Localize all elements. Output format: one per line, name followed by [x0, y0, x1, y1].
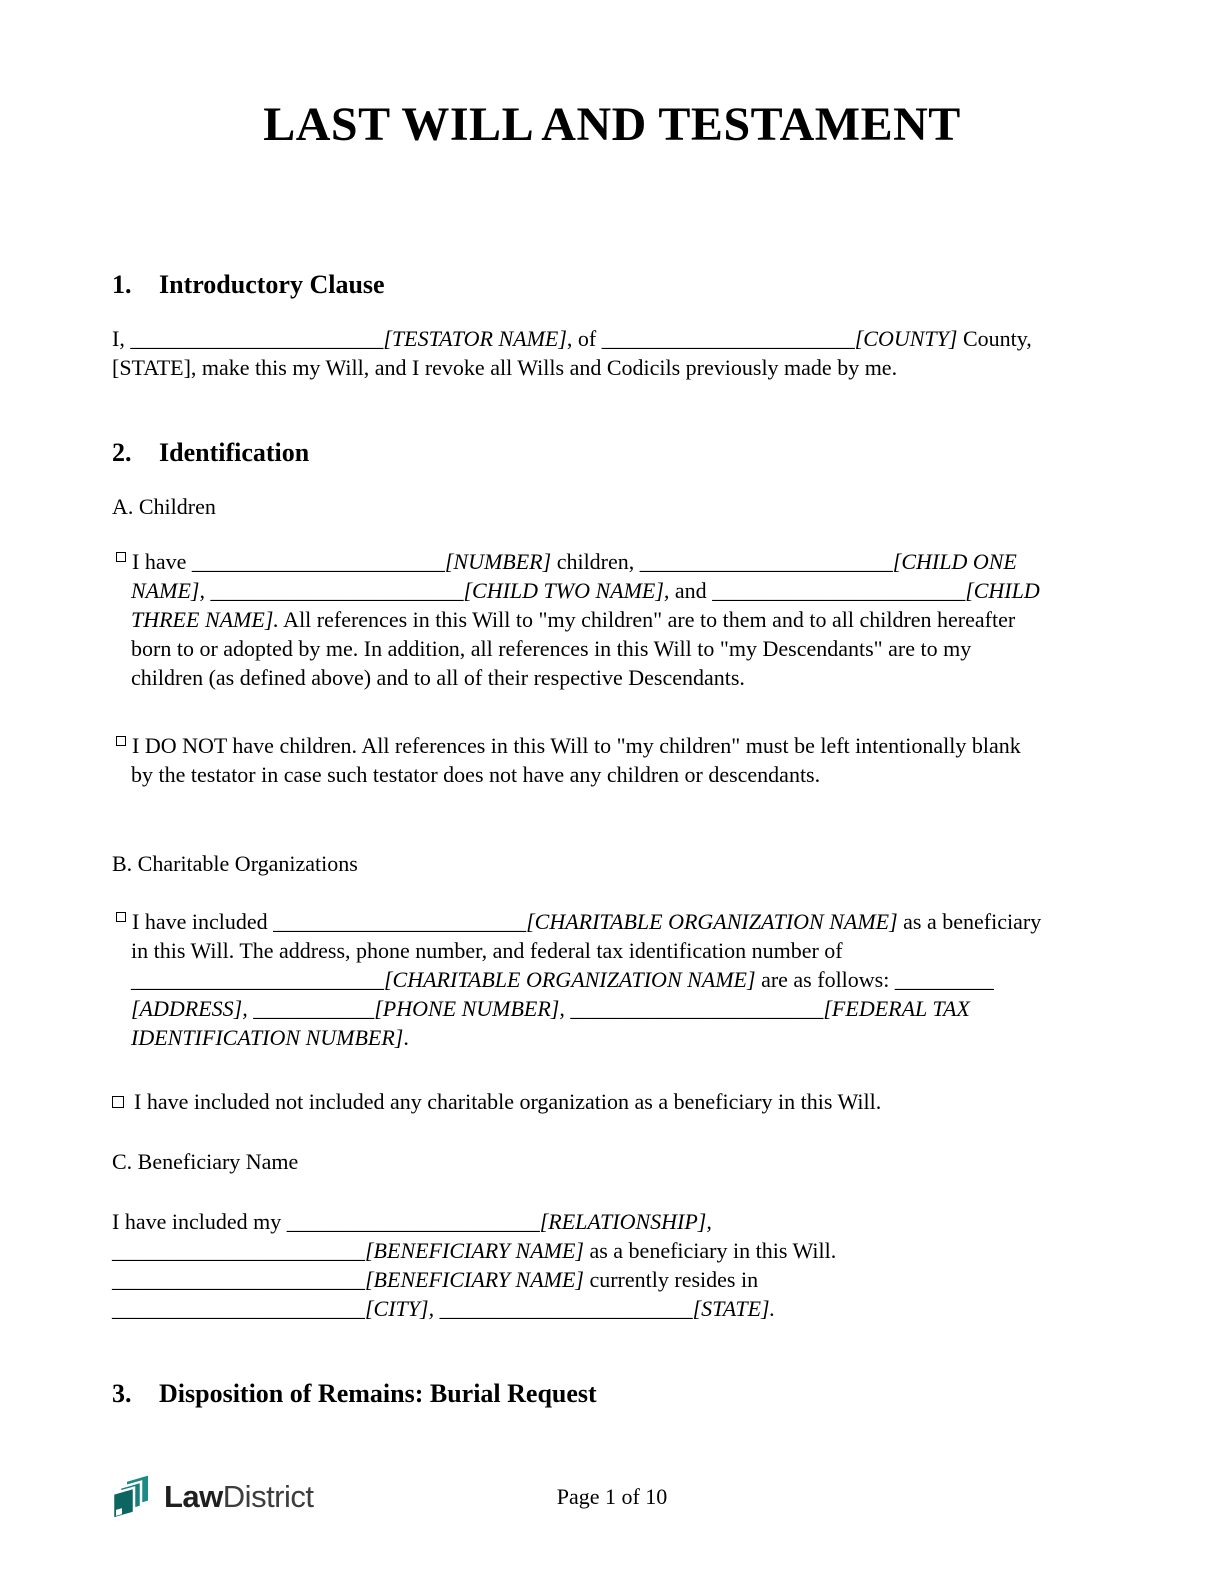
subsection-beneficiary-name: C. Beneficiary Name: [112, 1149, 299, 1174]
section-title: Disposition of Remains: Burial Request: [159, 1379, 597, 1408]
section-title: Identification: [159, 438, 310, 467]
subsection-charitable-organizations: B. Charitable Organizations: [112, 851, 358, 876]
brand-district: District: [222, 1478, 314, 1514]
placeholder-text: [COUNTY]: [854, 326, 958, 351]
text-line: [131, 965, 1112, 994]
placeholder-text: [CHARITABLE ORGANIZATION NAME]: [526, 909, 898, 934]
text-run: children,: [551, 549, 640, 574]
text-line: [131, 663, 1112, 692]
text-line: [112, 353, 1112, 382]
blank-field: _______________________: [191, 549, 445, 574]
blank-field: _______________________: [639, 549, 893, 574]
text-line: [131, 994, 1112, 1023]
placeholder-text: [BENEFICIARY NAME]: [365, 1267, 584, 1292]
text-run: born to or adopted by me. In addition, all references in this Will to "my Descendants" are to my: [131, 636, 972, 661]
placeholder-text: NAME],: [131, 578, 205, 603]
text-run: as a beneficiary: [897, 909, 1042, 934]
text-line: [112, 1207, 1112, 1236]
text-run: [STATE], make this my Will, and I revoke all Wills and Codicils previously made by me.: [112, 355, 898, 380]
text-line: [112, 1087, 1112, 1116]
text-run: currently resides in: [583, 1267, 759, 1292]
text-run: , of: [566, 326, 602, 351]
paragraph-introductory-clause: [112, 324, 1112, 382]
text-run: I have included: [132, 909, 274, 934]
placeholder-text: [ADDRESS],: [131, 996, 248, 1021]
section-title: Introductory Clause: [159, 270, 385, 299]
text-run: in this Will. The address, phone number, and federal tax identification number of: [131, 938, 843, 963]
blank-field: ___________: [253, 996, 375, 1021]
text-line: [131, 760, 1112, 789]
text-line: [131, 547, 1112, 576]
text-run: by the testator in case such testator does not have any children or descendants.: [131, 762, 821, 787]
placeholder-text: [RELATIONSHIP],: [539, 1209, 712, 1234]
checkbox-icon: [116, 552, 126, 562]
brand-law: Law: [164, 1478, 223, 1514]
blank-field: _______________________: [112, 1296, 365, 1321]
text-run: County,: [957, 326, 1032, 351]
section-number: 3.: [112, 1379, 132, 1408]
text-run: as a beneficiary in this Will.: [583, 1238, 837, 1263]
placeholder-text: THREE NAME].: [131, 607, 279, 632]
paragraph-children-have: [112, 547, 1112, 692]
blank-field: _______________________: [286, 1209, 540, 1234]
placeholder-text: [BENEFICIARY NAME]: [365, 1238, 584, 1263]
text-run: I have: [132, 549, 192, 574]
blank-field: _______________________: [712, 578, 966, 603]
blank-field: _______________________: [130, 326, 384, 351]
paragraph-charity-included: [112, 907, 1112, 1052]
document-title: LAST WILL AND TESTAMENT: [263, 98, 961, 151]
text-run: .: [403, 1025, 409, 1050]
placeholder-text: [CHILD TWO NAME],: [463, 578, 670, 603]
subsection-children: A. Children: [112, 494, 216, 519]
text-run: All references in this Will to "my children" are to them and to all children hereafter: [278, 607, 1016, 632]
paragraph-charity-not-included: [112, 1087, 1112, 1116]
section-heading-disposition-of-remains: [112, 1379, 1112, 1409]
checkbox-icon: [116, 736, 126, 746]
blank-field: _________: [894, 967, 994, 992]
placeholder-text: IDENTIFICATION NUMBER]: [131, 1025, 404, 1050]
text-line: [131, 1023, 1112, 1052]
page-number: Page 1 of 10: [556, 1484, 668, 1509]
blank-field: _______________________: [439, 1296, 693, 1321]
blank-field: _______________________: [273, 909, 527, 934]
blank-field: _______________________: [112, 1238, 365, 1263]
text-line: [131, 936, 1112, 965]
text-run: and: [669, 578, 713, 603]
text-line: [131, 907, 1112, 936]
blank-field: _______________________: [570, 996, 824, 1021]
text-line: [131, 576, 1112, 605]
text-run: I,: [112, 326, 131, 351]
placeholder-text: [CHILD: [965, 578, 1040, 603]
section-heading-introductory-clause: [112, 270, 1112, 300]
text-line: [112, 1236, 1112, 1265]
text-run: I have included not included any charitable organization as a beneficiary in this Will.: [134, 1089, 882, 1114]
paragraph-children-none: [112, 731, 1112, 789]
text-run: I DO NOT have children. All references in this Will to "my children" must be left intentionally blank: [132, 733, 1021, 758]
text-run: are as follows:: [755, 967, 895, 992]
placeholder-text: [CHARITABLE ORGANIZATION NAME]: [384, 967, 756, 992]
blank-field: _______________________: [210, 578, 464, 603]
blank-field: _______________________: [112, 1267, 365, 1292]
text-line: [112, 1294, 1112, 1323]
paragraph-beneficiary: [112, 1207, 1112, 1323]
text-line: [131, 731, 1112, 760]
placeholder-text: [PHONE NUMBER],: [374, 996, 565, 1021]
placeholder-text: [CHILD ONE: [892, 549, 1017, 574]
section-heading-identification: [112, 438, 1112, 468]
placeholder-text: [FEDERAL TAX: [823, 996, 970, 1021]
checkbox-icon: [116, 912, 126, 922]
section-number: 2.: [112, 438, 132, 467]
placeholder-text: [CITY],: [365, 1296, 435, 1321]
text-line: [131, 605, 1112, 634]
section-number: 1.: [112, 270, 132, 299]
text-run: children (as defined above) and to all of their respective Descendants.: [131, 665, 745, 690]
checkbox-icon: [112, 1096, 124, 1108]
blank-field: _______________________: [131, 967, 384, 992]
text-run: I have included my: [112, 1209, 287, 1234]
placeholder-text: [STATE].: [692, 1296, 776, 1321]
placeholder-text: [NUMBER]: [444, 549, 552, 574]
placeholder-text: [TESTATOR NAME]: [383, 326, 567, 351]
text-line: [112, 324, 1112, 353]
text-line: [131, 634, 1112, 663]
blank-field: _______________________: [601, 326, 855, 351]
text-line: [112, 1265, 1112, 1294]
